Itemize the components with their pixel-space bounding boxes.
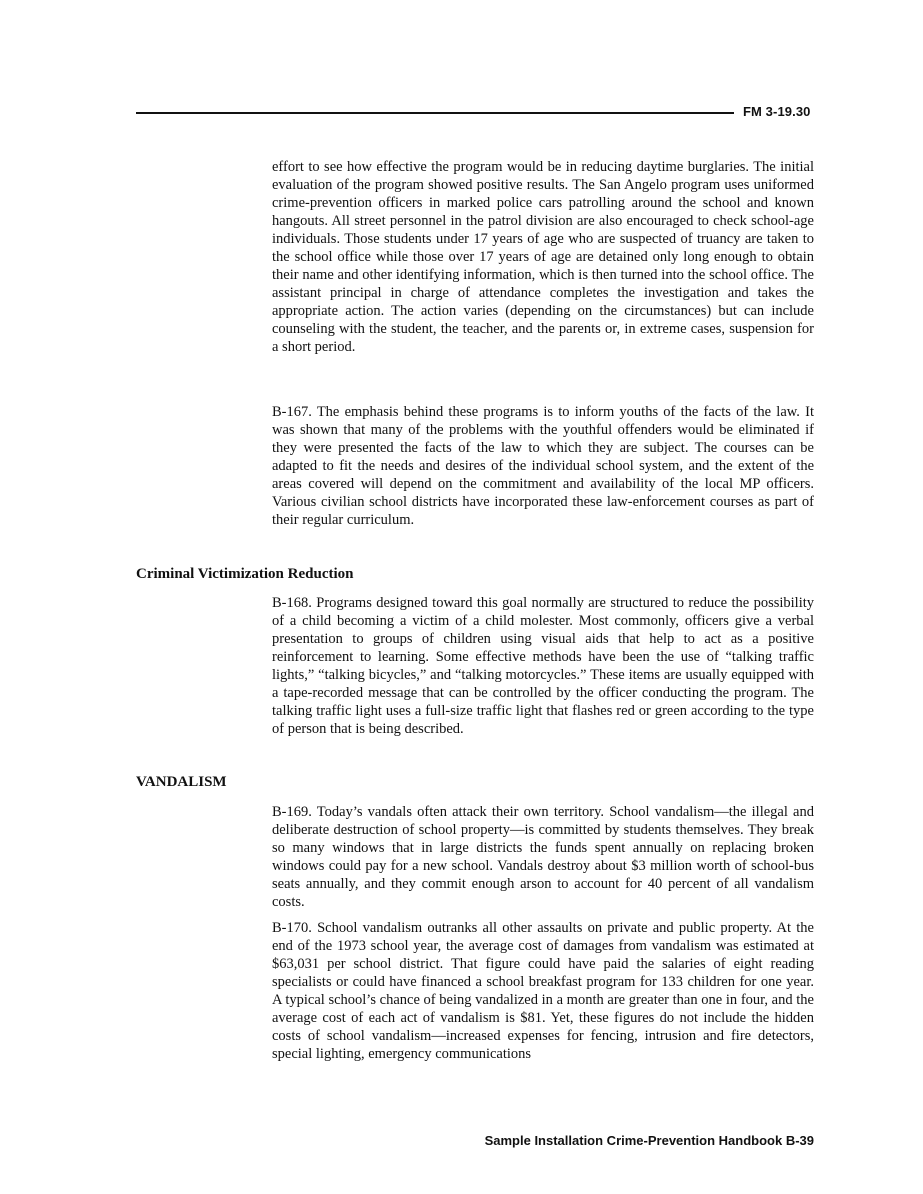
paragraph-b169: B-169. Today’s vandals often attack their own territory. School vandalism—the illegal and deliberate destruction of school property—is committed by students themselves. They break so many windows that in large districts the funds spent annually on replacing broken windows could pay for a new school. Vandals destroy about $3 million worth of school-bus seats annually, and they commit enough arson to account for 40 percent of all vandalism costs.	[272, 804, 814, 910]
section-heading-criminal-victimization: Criminal Victimization Reduction	[136, 566, 354, 582]
section-heading-vandalism: VANDALISM	[136, 774, 227, 790]
document-id: FM 3-19.30	[743, 104, 811, 119]
paragraph-b168: B-168. Programs designed toward this goal normally are structured to reduce the possibility of a child becoming a victim of a child molester. Most commonly, officers give a verbal presentation to groups of children using visual aids that help to act as a positive reinforcement to learning. Some effective methods have been the use of “talking traffic lights,” “talking bicycles,” and “talking motorcycles.” These items are usually equipped with a tape-recorded message that can be controlled by the officer conducting the program. The talking traffic light uses a full-size traffic light that flashes red or green according to the type of person that is being described.	[272, 595, 814, 737]
paragraph-b170: B-170. School vandalism outranks all other assaults on private and public property. At the end of the 1973 school year, the average cost of damages from vandalism was estimated at $63,031 per school district. That figure could have paid the salaries of eight reading specialists or could have financed a school breakfast program for 133 children for one year. A typical school’s chance of being vandalized in a month are greater than one in four, and the average cost of each act of vandalism is $81. Yet, these figures do not include the hidden costs of school vandalism—increased expenses for fencing, intrusion and fire detectors, special lighting, emergency communications	[272, 920, 814, 1062]
header-rule	[136, 112, 734, 114]
paragraph-b167: B-167. The emphasis behind these programs is to inform youths of the facts of the law. It was shown that many of the problems with the youthful offenders would be eliminated if they were presented the facts of the law to which they are subject. The courses can be adapted to fit the needs and desires of the individual school system, and the extent of the areas covered will depend on the commitment and availability of the local MP officers. Various civilian school districts have incorporated these law-enforcement courses as part of their regular curriculum.	[272, 404, 814, 528]
paragraph-continuation: effort to see how effective the program would be in reducing daytime burglaries. The initial evaluation of the program showed positive results. The San Angelo program uses uniformed crime-prevention officers in marked police cars patrolling around the school and known hangouts. All street personnel in the patrol division are also encouraged to check school-age individuals. Those students under 17 years of age who are suspected of truancy are taken to the school office while those over 17 years of age are detained only long enough to obtain their name and other identifying information, which is then turned into the school office. The assistant principal in charge of attendance completes the investigation and takes the appropriate action. The action varies (depending on the circumstances) but can include counseling with the student, the teacher, and the parents or, in extreme cases, suspension for a short period.	[272, 159, 814, 355]
footer-title-page: Sample Installation Crime-Prevention Handbook B-39	[484, 1133, 814, 1148]
